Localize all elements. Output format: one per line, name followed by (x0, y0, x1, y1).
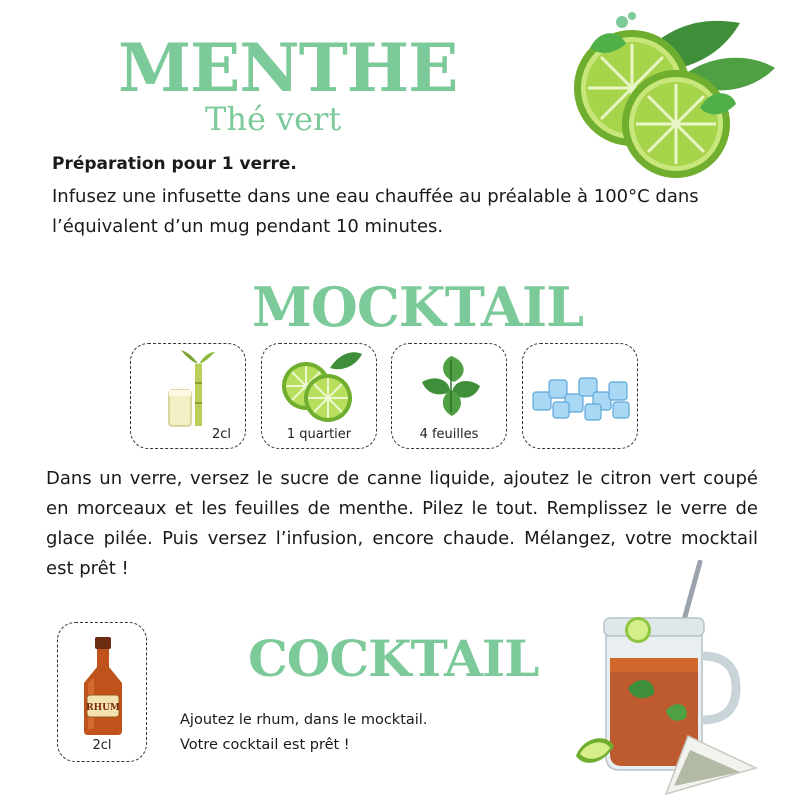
ingredient-card-mint (391, 343, 507, 449)
cocktail-line-1: Ajoutez le rhum, dans le mocktail. (180, 712, 428, 728)
ingredient-quantity: 2cl (92, 738, 112, 753)
ingredient-card-ice (522, 343, 638, 449)
sugarcane-syrup-icon (165, 350, 215, 428)
ingredient-card-sugarcane (130, 343, 246, 449)
ingredient-card-lime (261, 343, 377, 449)
iced-tea-jar-illustration-icon (570, 560, 770, 796)
rum-bottle-icon (80, 637, 126, 735)
mocktail-title: MOCKTAIL (252, 275, 584, 339)
preparation-heading: Préparation pour 1 verre. (52, 154, 297, 174)
page-subtitle: Thé vert (205, 100, 342, 138)
preparation-text: Infusez une infusette dans une eau chauffée au préalable à 100°C dans l’équivalent d’un mug pendant 10 minutes. (52, 186, 699, 237)
ingredient-quantity: 1 quartier (286, 427, 352, 442)
cocktail-title: COCKTAIL (248, 629, 539, 688)
lime-slices-icon (280, 348, 362, 424)
cocktail-instructions (180, 708, 540, 758)
mocktail-instructions: Dans un verre, versez le sucre de canne liquide, ajoutez le citron vert coupé en morceaux et les feuilles de menthe. Pilez le tout. Remplissez le verre de glace pilée. Puis versez l’infusion, encore chaude. Mélangez, votre mocktail est prêt ! (46, 468, 758, 579)
lime-mint-illustration-icon (560, 8, 780, 178)
ice-cubes-icon (529, 370, 633, 426)
mint-leaves-icon (418, 352, 484, 418)
cocktail-line-2: Votre cocktail est prêt ! (180, 737, 350, 753)
ingredient-card-rum (57, 622, 147, 762)
page-title: MENTHE (118, 29, 458, 107)
ingredient-quantity: 4 feuilles (419, 427, 479, 442)
ingredient-quantity: 2cl (211, 427, 231, 442)
rum-bottle-label: RHUM (86, 703, 120, 713)
